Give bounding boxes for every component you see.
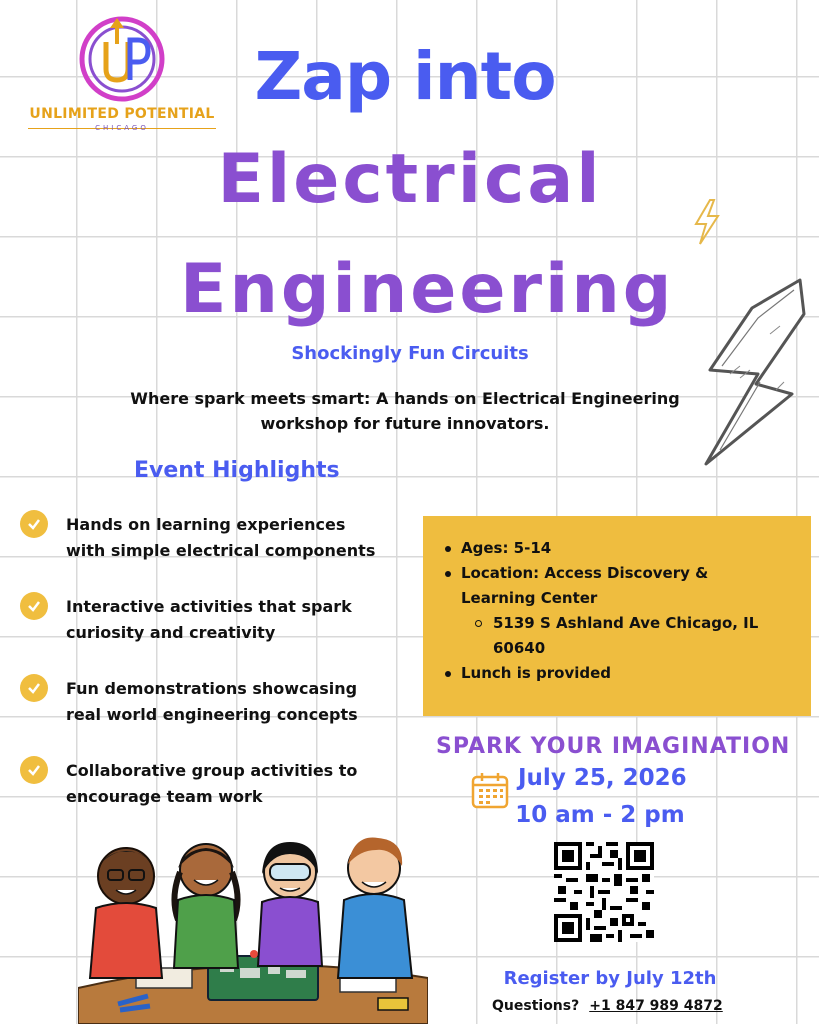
logo-name: UNLIMITED POTENTIAL [29, 106, 215, 122]
qr-code-icon[interactable] [554, 842, 654, 942]
contact-phone-link[interactable]: +1 847 989 4872 [589, 998, 723, 1014]
check-icon [20, 674, 48, 702]
highlight-text: Fun demonstrations showcasing [66, 679, 358, 698]
kids-building-circuits-illustration [78, 828, 428, 1024]
highlight-text: Collaborative group activities to [66, 761, 358, 780]
small-lightning-bolt-icon [690, 198, 724, 246]
event-date: July 25, 2026 [518, 765, 687, 791]
check-icon [20, 510, 48, 538]
highlight-text: curiosity and creativity [66, 623, 276, 642]
title-engineering: Engineering [180, 250, 675, 329]
highlight-text: real world engineering concepts [66, 705, 358, 724]
highlight-text: encourage team work [66, 787, 263, 806]
tagline: SPARK YOUR IMAGINATION [436, 734, 791, 759]
highlight-text: with simple electrical components [66, 541, 376, 560]
info-ages-text: Ages: 5-14 [461, 539, 552, 557]
register-deadline: Register by July 12th [503, 968, 717, 989]
title-electrical: Electrical [217, 140, 603, 219]
info-location [443, 561, 791, 611]
subtitle: Shockingly Fun Circuits [291, 343, 529, 364]
logo [22, 14, 222, 134]
intro-text [100, 386, 710, 436]
highlight-item [20, 594, 410, 646]
logo-city: CHICAGO [95, 124, 149, 132]
intro-line-1: Where spark meets smart: A hands on Electrical Engineering [130, 389, 680, 408]
intro-line-2: workshop for future innovators. [260, 414, 550, 433]
up-logo-mark [72, 14, 172, 104]
check-icon [20, 592, 48, 620]
info-address-line-2: 60640 [493, 639, 546, 657]
highlight-item [20, 758, 410, 810]
contact-label: Questions? [492, 998, 580, 1014]
event-time: 10 am - 2 pm [515, 802, 685, 828]
event-info-box [423, 516, 811, 716]
highlight-item [20, 676, 410, 728]
title-zap-into: Zap into [254, 38, 556, 115]
lightning-bolt-icon [700, 274, 810, 470]
info-lunch-text: Lunch is provided [461, 664, 612, 682]
info-ages [443, 536, 791, 561]
info-lunch [443, 661, 791, 686]
info-address-line-1: 5139 S Ashland Ave Chicago, IL [493, 614, 759, 632]
highlight-text: Hands on learning experiences [66, 515, 346, 534]
contact-line [492, 998, 723, 1014]
info-location-line-1: Location: Access Discovery & [461, 564, 709, 582]
check-icon [20, 756, 48, 784]
highlight-item [20, 512, 410, 564]
info-location-line-2: Learning Center [461, 589, 598, 607]
highlight-text: Interactive activities that spark [66, 597, 352, 616]
info-address [443, 611, 791, 661]
highlights-heading: Event Highlights [134, 458, 340, 483]
